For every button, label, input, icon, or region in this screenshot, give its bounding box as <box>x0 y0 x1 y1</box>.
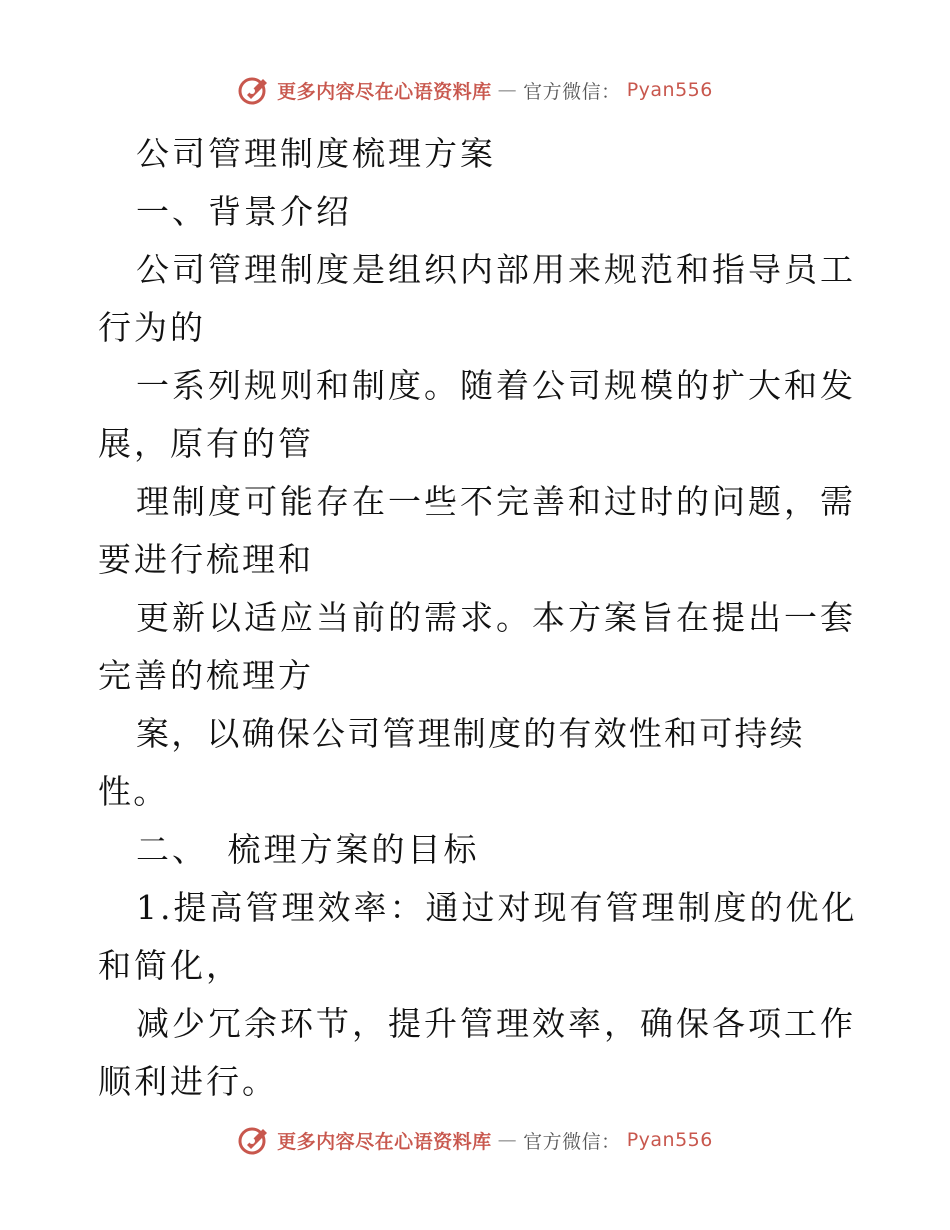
banner-main-text: 更多内容尽在心语资料库 <box>277 80 492 103</box>
paragraph-1: 公司管理制度是组织内部用来规范和指导员工行为的 <box>98 250 856 347</box>
pen-nib-circle-icon <box>237 1123 271 1157</box>
footer-separator: — <box>497 1129 518 1151</box>
document-title: 公司管理制度梳理方案 <box>136 134 496 173</box>
paragraph-5: 案，以确保公司管理制度的有效性和可持续性。 <box>98 714 805 811</box>
paragraph-7: 减少冗余环节，提升管理效率，确保各项工作顺利进行。 <box>98 1004 856 1101</box>
paragraph-6: 1.提高管理效率：通过对现有管理制度的优化和简化， <box>98 888 858 985</box>
footer-wechat-id: Pyan556 <box>626 1129 713 1151</box>
footer-banner <box>0 1120 950 1160</box>
banner-content-footer <box>237 1123 713 1157</box>
banner-wechat-label: 官方微信： <box>523 80 621 103</box>
pen-nib-circle-icon <box>237 73 271 107</box>
document-body <box>98 125 858 1111</box>
section-heading-goals: 二、 梳理方案的目标 <box>136 830 480 869</box>
banner-content <box>237 73 713 107</box>
paragraph-2: 一系列规则和制度。随着公司规模的扩大和发展，原有的管 <box>98 366 856 463</box>
section-heading-background: 一、背景介绍 <box>136 192 352 231</box>
banner-wechat-id: Pyan556 <box>626 79 713 101</box>
footer-main-text: 更多内容尽在心语资料库 <box>277 1130 492 1153</box>
paragraph-3: 理制度可能存在一些不完善和过时的问题，需要进行梳理和 <box>98 482 856 579</box>
header-banner <box>0 70 950 110</box>
banner-separator: — <box>497 79 518 101</box>
footer-wechat-label: 官方微信： <box>523 1130 621 1153</box>
paragraph-4: 更新以适应当前的需求。本方案旨在提出一套完善的梳理方 <box>98 598 856 695</box>
